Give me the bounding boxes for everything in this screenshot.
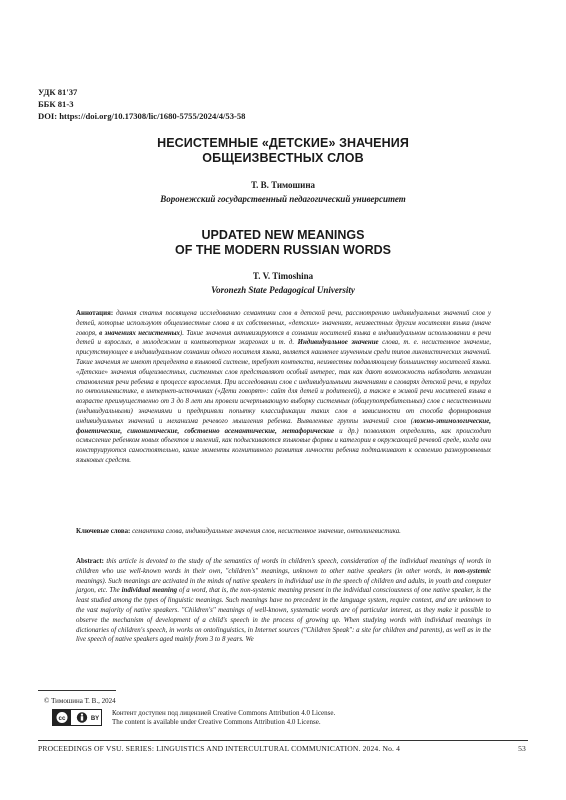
abstract-english-emphasis: individual meaning [121,587,178,595]
cc-badge-cc-text: cc [58,714,66,722]
title-english [38,228,528,258]
bbk-code: ББК 81-3 [38,99,74,110]
license-english: The content is available under Creative Commons Attribution 4.0 License. [112,718,321,726]
author-russian: Т. В. Тимошина [250,180,316,190]
journal-name: PROCEEDINGS OF VSU. SERIES: LINGUISTICS AND INTERCULTURAL COMMUNICATION. 2024. No. 4 [38,744,401,753]
author-english: T. V. Timoshina [252,271,314,281]
abstract-russian-text: и др.) позволяют определить, как происходит осмысление ребенком новых объектов и явлений, как подыскиваются языковые формы и категории в окружающей речевой среде, когда они конструируются самостоятельно, какие моменты когнитивного развития личности ребенка подталкивают к освоению разноуровневых языковых средств. [76,427,491,464]
abstract-english-text: of a word, that is, the non-systemic meaning present in the individual consciousness of one native speaker, is the least studied among the types of linguistic meanings. Such meanings have no precedent in the language system, require context, and are unknown to the vast majority of native speakers. "Children's" meanings of well-known, systematic words are of particular interest, as they make it possible to observe the mechanism of development of a child's speech in the process of growing up. When studying words with individual meanings in dictionaries of children's speech, in works on ontolinguistics, in Internet sources ("Children Speak": a site for children and parents), as well as in the live speech of native speakers aged mainly from 3 to 8 years. We [76,587,491,644]
abstract-russian-text: данная статья посвящена исследованию семантики слов в детской речи, рассмотрению индивидуальных значений слов у детей, которые используют общеизвестные слова в их собственных, «детских» значениях, неизвестных другим носителям языка (иначе говоря, [76,310,491,337]
abstract-russian-text: слова, т. е. несистемное значение, присутствующее в индивидуальном сознании одного носителя языка, является наименее изученным среди типов лингвистических значений. Такие значения не имеют прецедента в языковой системе, требуют контекста, неизвестны подавляющему большинству носителей языка. «Детские» значения общеизвестных, системных слов представляют особый интерес, так как дают возможность наблюдать механизм становления речи ребенка в процессе взросления. При исследовании слов с индивидуальными значениями в словарях детской речи, в трудах по онтолингвистике, в интернет-источниках («Дети говорят»: сайт для детей и родителей), а также в живой речи носителей языка в возрасте преимущественно от 3 до 8 лет мы провели исчерпывающую выборку системных (общеупотребительных) слов с несистемными (индивидуальными) значениями и предприняли попытку классификации таких слов в зависимости от способа формирования индивидуальных значений и механизма речевого мышления ребенка. Выявленные группы значений слов ( [76,339,491,425]
keywords-russian-label: Ключевые слова: [76,528,131,535]
keywords-russian [76,527,491,537]
abstract-english-emphasis: non-systemic [453,567,491,575]
cc-by-license-icon[interactable] [52,709,102,726]
keywords-russian-text: семантика слова, индивидуальные значения слов, несистемное значение, онтолингвистика. [130,528,401,535]
doi-link[interactable]: DOI: https://doi.org/10.17308/lic/1680-5755/2024/4/53-58 [38,111,246,122]
footnote-divider [38,690,116,691]
abstract-english-text: meanings). Such meanings are activated in the minds of native speakers in individual use in the speech of children and adults, in youth and computer jargon, etc. The [76,577,491,595]
abstract-english-text: this article is devoted to the study of the semantics of words in children's speech, consideration of the individual meanings of words in children who use well-known words in their own, "children's" meanings, unknown to other native speakers (in other words, in [76,558,491,575]
license-russian: Контент доступен под лицензией Creative Commons Attribution 4.0 License. [112,709,336,717]
abstract-russian-emphasis: ложно-этимологические, фонетические, синонимические, собственно асемантические, метафорические [76,417,491,435]
title-russian [38,136,528,166]
abstract-russian-emphasis: в значениях несистемных [99,329,180,337]
abstract-russian-label: Аннотация: [76,310,114,317]
title-english-line-1: UPDATED NEW MEANINGS [201,228,365,242]
affiliation-russian: Воронежский государственный педагогический университет [160,194,406,204]
license-notice [112,709,335,727]
abstract-english-label: Abstract: [76,558,104,565]
title-english-line-2: OF THE MODERN RUSSIAN WORDS [175,243,391,257]
abstract-russian-emphasis: Индивидуальное значение [297,339,379,347]
affiliation-english: Voronezh State Pedagogical University [211,285,355,295]
title-russian-line-1: НЕСИСТЕМНЫЕ «ДЕТСКИЕ» ЗНАЧЕНИЯ [157,136,409,150]
footer-divider [38,740,528,741]
abstract-russian [76,309,491,466]
article-metadata [38,86,245,123]
page-number: 53 [518,744,526,753]
page-footer [38,744,528,753]
cc-badge-by-text: BY [90,716,100,722]
copyright-notice: © Тимошина Т. В., 2024 [44,697,116,705]
abstract-russian-text: ). Такие значения активизируются в сознании носителей языка в индивидуальном использовании в речи детей и взрослых, в молодежном и компьютерном жаргонах и т. д. [76,329,492,347]
title-russian-line-2: ОБЩЕИЗВЕСТНЫХ СЛОВ [202,151,364,165]
udk-code: УДК 81'37 [38,87,78,97]
abstract-english [76,557,491,645]
